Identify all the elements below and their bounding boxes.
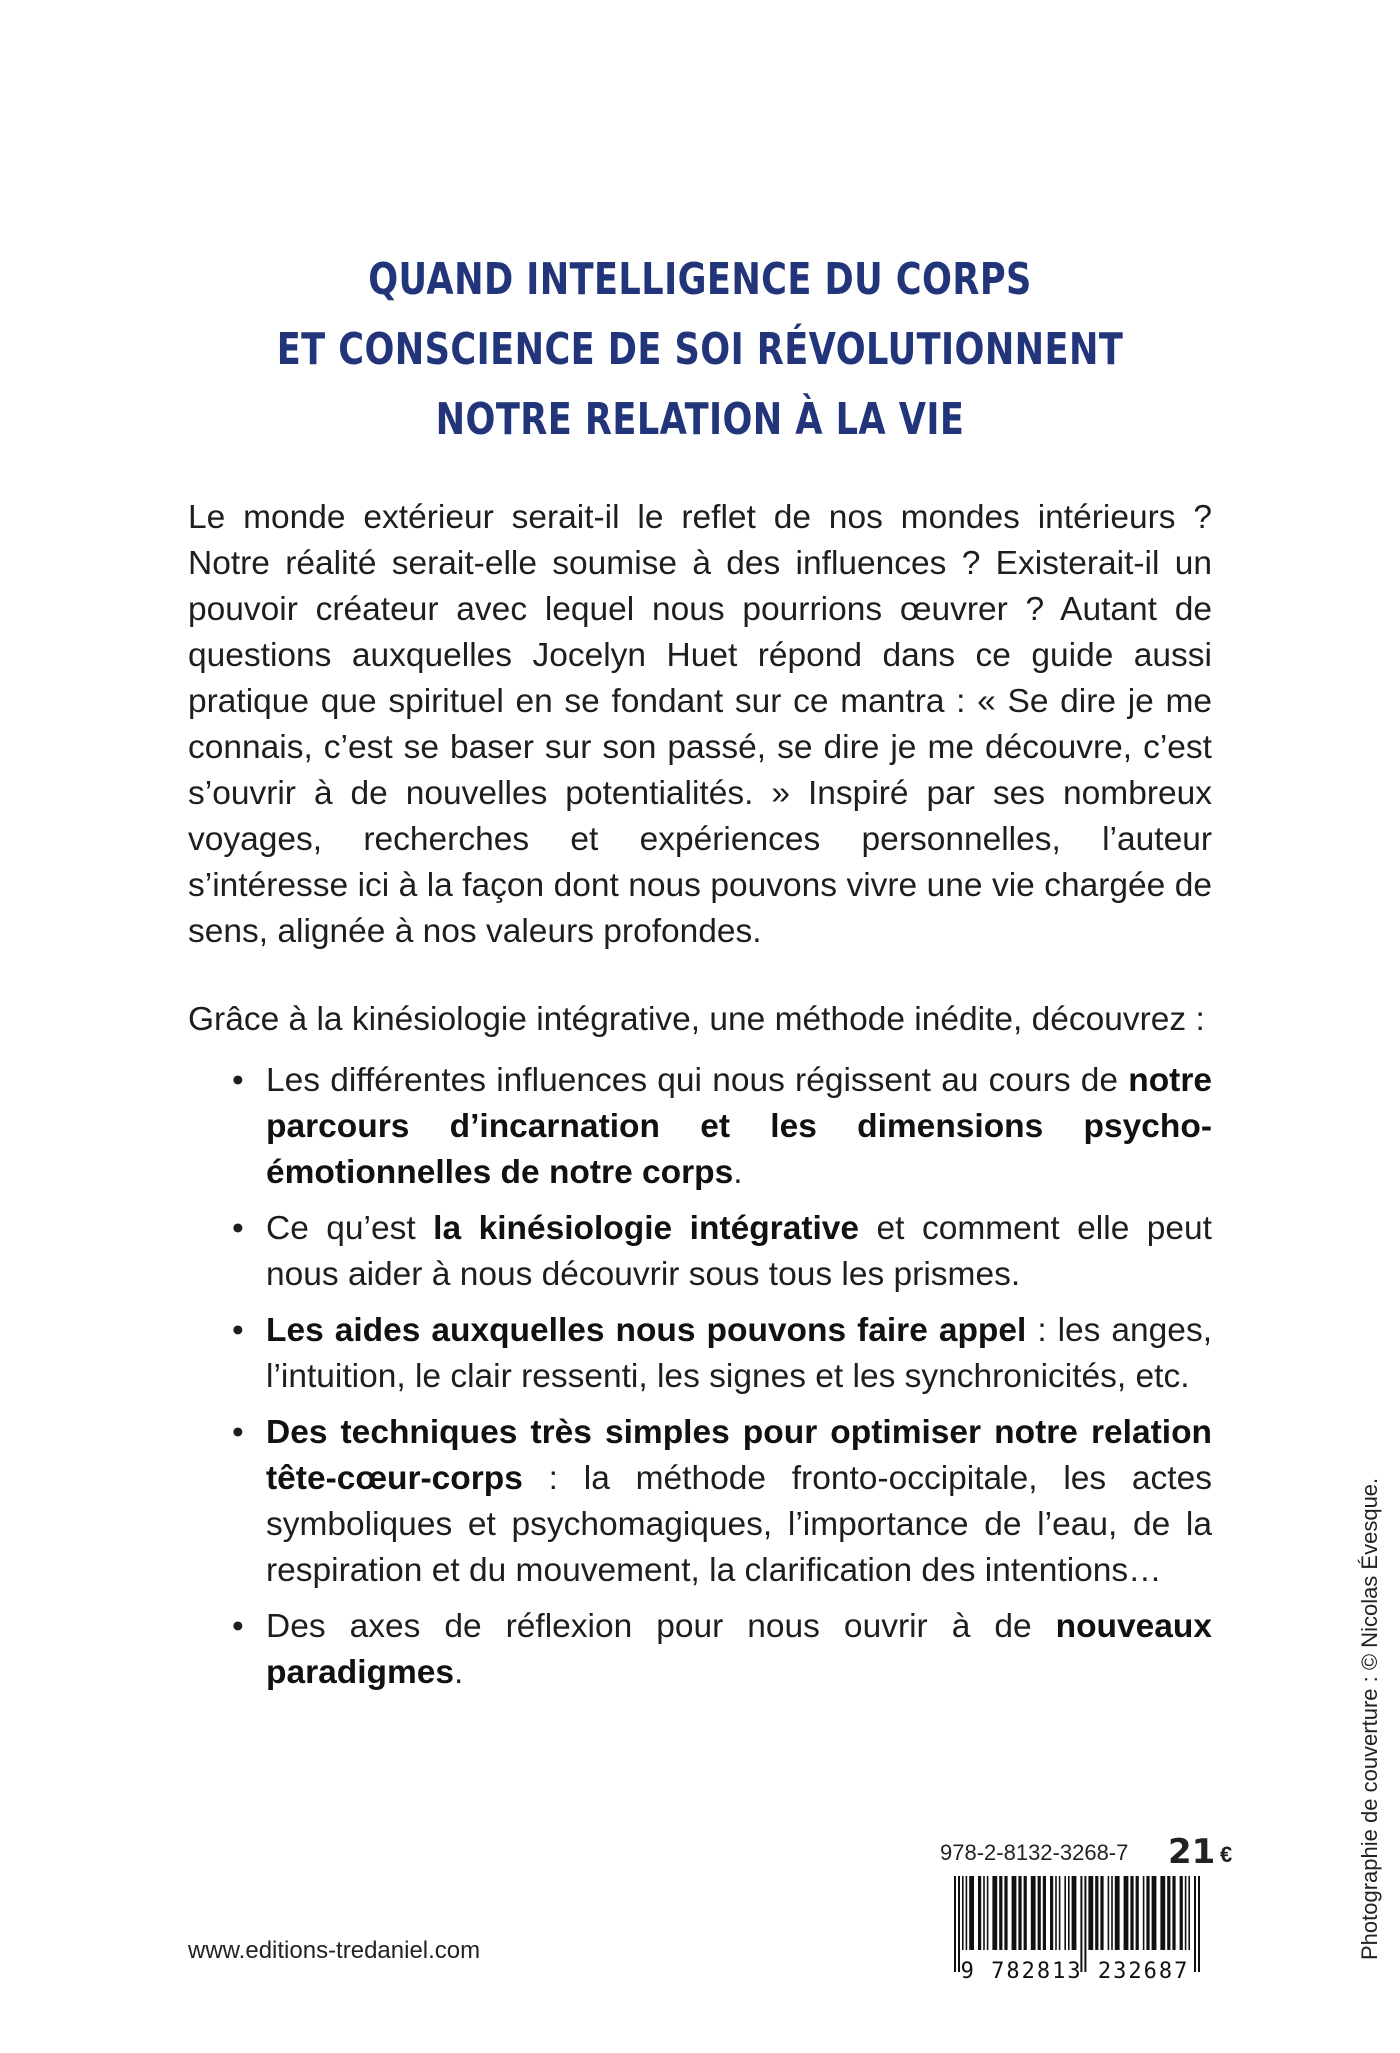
bullet-item: [232, 1604, 1212, 1696]
barcode-bar: [987, 1876, 989, 1950]
bullet-text: .: [733, 1154, 743, 1191]
barcode-bar: [954, 1876, 956, 1972]
bullet-list: [232, 1058, 1212, 1706]
bullet-text: : la méthode fronto-occipitale, les actes symboliques et psychomagiques, l’importance de l’eau, de la respiration et du mouvement, la clarification des intentions…: [266, 1460, 1212, 1589]
bullet-dot: •: [232, 1312, 244, 1349]
barcode-bar: [1088, 1876, 1093, 1950]
barcode-digits: 9 782813 232687: [960, 1959, 1190, 1982]
barcode-bar: [1031, 1876, 1036, 1950]
barcode-bar: [1143, 1876, 1145, 1950]
bullet-item: [232, 1308, 1212, 1400]
barcode-bar: [969, 1876, 974, 1950]
barcode-bar: [1108, 1876, 1110, 1950]
barcode: [940, 1876, 1210, 1982]
bullet-dot: •: [232, 1414, 244, 1451]
barcode-bar: [958, 1876, 960, 1972]
barcode-bar: [1160, 1876, 1165, 1950]
publisher-website: www.editions-tredaniel.com: [188, 1937, 481, 1964]
barcode-bar: [1024, 1876, 1027, 1950]
barcode-bar: [1172, 1876, 1175, 1950]
price-value: 21: [1168, 1832, 1216, 1872]
bullet-item: [232, 1410, 1212, 1594]
bullet-text: Ce qu’est: [266, 1210, 434, 1247]
barcode-bar: [1018, 1876, 1021, 1950]
bullet-bold-text: Les aides auxquelles nous pouvons faire appel: [266, 1312, 1027, 1349]
barcode-bar: [1004, 1876, 1007, 1950]
barcode-bar: [1080, 1876, 1082, 1972]
barcode-bar: [1124, 1876, 1129, 1950]
barcode-bar: [1115, 1876, 1120, 1950]
barcode-bar: [1072, 1876, 1077, 1950]
barcode-bar: [1038, 1876, 1041, 1950]
barcode-bar: [1095, 1876, 1098, 1950]
photo-credit: Photographie de couverture : © Nicolas Évesque.: [1357, 1477, 1382, 1960]
barcode-bar: [1100, 1876, 1103, 1950]
barcode-bar: [1188, 1876, 1190, 1950]
bullet-dot: •: [232, 1608, 244, 1645]
barcode-bar: [1111, 1876, 1113, 1950]
bullet-dot: •: [232, 1062, 244, 1099]
barcode-bar: [1059, 1876, 1061, 1950]
barcode-bar: [1012, 1876, 1017, 1950]
isbn-number: 978-2-8132-3268-7: [940, 1840, 1129, 1865]
barcode-bar: [1043, 1876, 1046, 1950]
barcode-bar: [1130, 1876, 1133, 1950]
barcode-bar: [1167, 1876, 1170, 1950]
bullet-text: Des axes de réflexion pour nous ouvrir à de: [266, 1608, 1056, 1645]
barcode-bar: [1050, 1876, 1053, 1950]
barcode-bar: [1064, 1876, 1066, 1950]
bullet-text: et comment elle peut nous aider à nous découvrir sous tous les prismes.: [266, 1210, 1212, 1293]
bullet-bold-text: la kinésiologie intégrative: [433, 1210, 860, 1247]
barcode-bar: [1068, 1876, 1070, 1950]
headline-line-1: QUAND INTELLIGENCE DU CORPS: [368, 254, 1032, 305]
headline-line-3: NOTRE RELATION À LA VIE: [435, 394, 965, 445]
bullet-bold-text: nouveaux paradigmes: [266, 1608, 1212, 1691]
barcode-bar: [1152, 1876, 1157, 1950]
barcode-bar: [1198, 1876, 1200, 1972]
isbn-price-row: [940, 1832, 1240, 1872]
price-currency: €: [1220, 1842, 1233, 1867]
bullet-text: Les différentes influences qui nous régissent au cours de: [266, 1062, 1129, 1099]
bullet-text: .: [454, 1654, 464, 1691]
barcode-bar: [992, 1876, 997, 1950]
barcode-bar: [983, 1876, 985, 1950]
barcode-bar: [1194, 1876, 1196, 1972]
barcode-bar: [999, 1876, 1002, 1950]
lead-sentence: Grâce à la kinésiologie intégrative, une méthode inédite, découvrez :: [188, 1001, 1205, 1038]
headline-line-2: ET CONSCIENCE DE SOI RÉVOLUTIONNENT: [276, 324, 1124, 375]
barcode-bar: [1055, 1876, 1057, 1950]
barcode-bar: [1180, 1876, 1183, 1950]
barcode-bar: [1136, 1876, 1139, 1950]
bullet-bold-text: Des techniques très simples pour optimiser notre relation tête-cœur-corps: [266, 1414, 1212, 1497]
bullet-bold-text: notre parcours d’incarnation et les dimensions psycho-émotionnelles de notre corps: [266, 1062, 1212, 1191]
barcode-bars: [954, 1876, 1200, 1972]
barcode-bar: [1084, 1876, 1086, 1972]
bullet-dot: •: [232, 1210, 244, 1247]
bullet-item: [232, 1206, 1212, 1298]
barcode-bar: [966, 1876, 968, 1950]
headline: [140, 245, 1260, 455]
barcode-bar: [1146, 1876, 1149, 1950]
bullet-text: : les anges, l’intuition, le clair ressenti, les signes et les synchronicités, etc.: [266, 1312, 1212, 1395]
barcode-bar: [962, 1876, 964, 1950]
barcode-bar: [978, 1876, 981, 1950]
bullet-item: [232, 1058, 1212, 1196]
intro-paragraph: Le monde extérieur serait-il le reflet de nos mondes intérieurs ? Notre réalité serait-elle soumise à des influences ? Existerait-il un pouvoir créateur avec lequel nous pourrions œuvrer ? Autant de questions auxquelles Jocelyn Huet répond dans ce guide aussi pratique que spirituel en se fondant sur ce mantra : « Se dire je me connais, c’est se baser sur son passé, se dire je me découvre, c’est s’ouvrir à de nouvelles potentialités. » Inspiré par ses nombreux voyages, recherches et expériences personnelles, l’auteur s’intéresse ici à la façon dont nous pouvons vivre une vie chargée de sens, alignée à nos valeurs profondes.: [188, 499, 1212, 950]
barcode-bar: [1185, 1876, 1187, 1950]
